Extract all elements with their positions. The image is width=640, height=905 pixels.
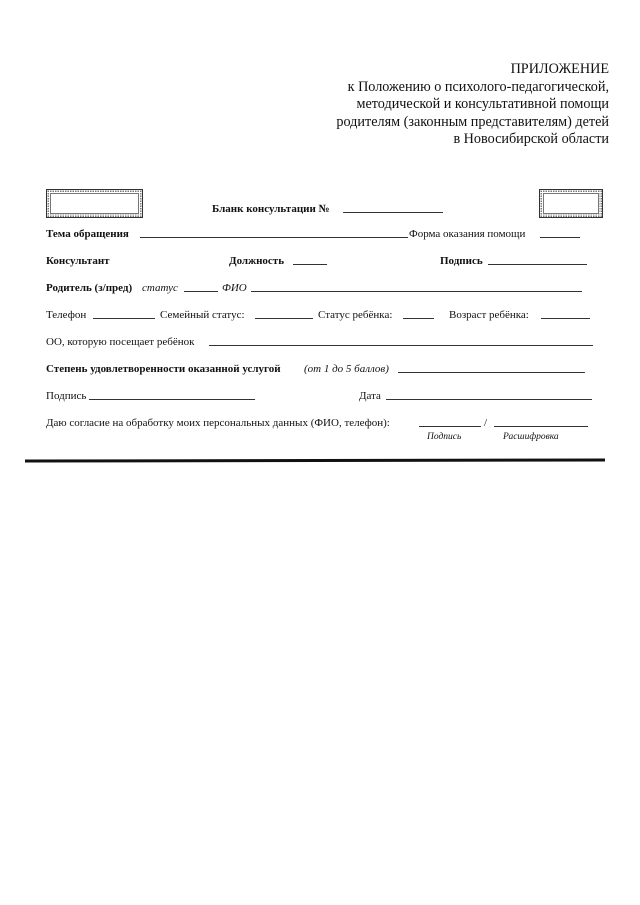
signature-field[interactable]: [89, 390, 255, 400]
topic-field[interactable]: [140, 228, 408, 238]
consent-decode-field[interactable]: [494, 417, 588, 427]
appendix-header: [336, 61, 609, 149]
phone-label: Телефон: [46, 309, 87, 321]
position-field[interactable]: [293, 255, 327, 265]
phone-field[interactable]: [93, 309, 155, 319]
school-label: ОО, которую посещает ребёнок: [46, 336, 195, 348]
appendix-line-3: родителям (законным представителям) детей: [336, 113, 609, 130]
date-label: Дата: [359, 390, 381, 402]
child-age-field[interactable]: [541, 309, 590, 319]
satisfaction-hint: (от 1 до 5 баллов): [304, 363, 389, 375]
form-number-field[interactable]: [343, 203, 443, 213]
consent-decode-caption: Расшифровка: [503, 432, 559, 442]
form-title: Бланк консультации №: [212, 203, 330, 215]
consent-signature-caption: Подпись: [427, 432, 462, 442]
signature-label: Подпись: [46, 390, 87, 402]
left-stamp-box[interactable]: [46, 189, 143, 218]
child-status-label: Статус ребёнка:: [318, 309, 393, 321]
consent-slash: /: [484, 417, 488, 429]
right-stamp-box[interactable]: [539, 189, 603, 218]
child-age-label: Возраст ребёнка:: [449, 309, 529, 321]
consent-signature-field[interactable]: [419, 417, 481, 427]
appendix-title: ПРИЛОЖЕНИЕ: [510, 61, 609, 77]
satisfaction-field[interactable]: [398, 363, 585, 373]
consultant-signature-label: Подпись: [440, 255, 483, 267]
help-form-field[interactable]: [540, 228, 580, 238]
satisfaction-label: Степень удовлетворенности оказанной услугой: [46, 363, 281, 375]
school-field[interactable]: [209, 336, 593, 346]
parent-fio-label: ФИО: [222, 282, 247, 294]
help-form-label: Форма оказания помощи: [409, 228, 526, 240]
parent-fio-field[interactable]: [251, 282, 582, 292]
parent-label: Родитель (з/пред): [46, 282, 133, 294]
consultant-label: Консультант: [46, 255, 110, 267]
family-status-label: Семейный статус:: [160, 309, 245, 321]
appendix-line-2: методической и консультативной помощи: [356, 96, 609, 113]
date-field[interactable]: [386, 390, 592, 400]
bottom-divider: [25, 458, 605, 462]
position-label: Должность: [229, 255, 285, 267]
child-status-field[interactable]: [403, 309, 434, 319]
family-status-field[interactable]: [255, 309, 313, 319]
topic-label: Тема обращения: [46, 228, 129, 240]
parent-status-field[interactable]: [184, 282, 218, 292]
appendix-line-1: к Положению о психолого-педагогической,: [347, 78, 609, 95]
consultant-signature-field[interactable]: [488, 255, 587, 265]
consent-label: Даю согласие на обработку моих персональных данных (ФИО, телефон):: [46, 417, 390, 429]
parent-status-label: статус: [142, 282, 178, 294]
appendix-line-4: в Новосибирской области: [453, 131, 609, 148]
